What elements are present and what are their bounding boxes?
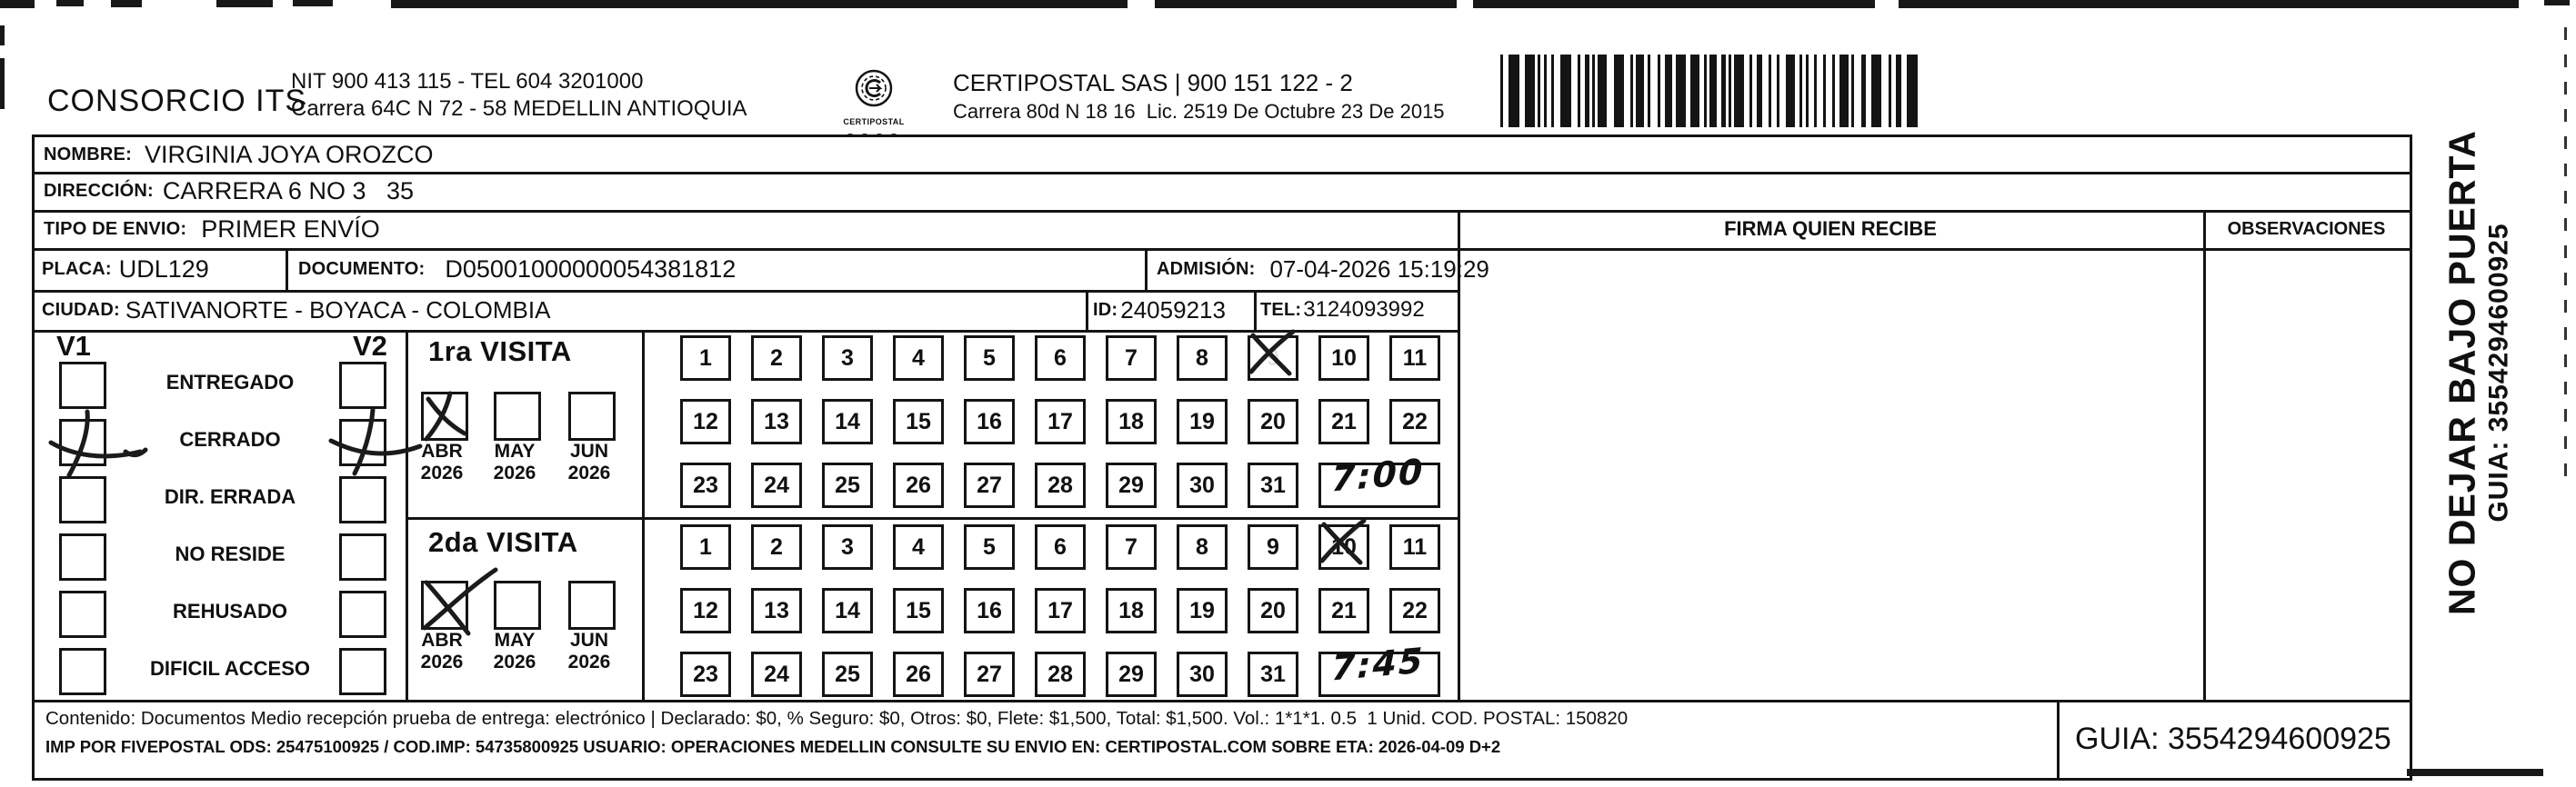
visit2-day-1: 1 <box>680 524 731 570</box>
visit1-day-3: 3 <box>822 335 873 381</box>
scan-artifact <box>0 58 5 109</box>
status-option-label: DIFICIL ACCESO <box>149 657 310 680</box>
certipostal-logo <box>838 67 909 143</box>
visit1-month-checkbox-abr <box>421 392 468 441</box>
divider <box>1254 290 1257 330</box>
visit2-day-27: 27 <box>964 652 1015 697</box>
month-label: ABR <box>421 441 463 462</box>
visit1-day-1: 1 <box>680 335 731 381</box>
visit2-day-25: 25 <box>822 652 873 697</box>
scan-artifact <box>0 0 35 8</box>
v1-checkbox-dificil-acceso <box>59 648 106 695</box>
tel-value: 3124093992 <box>1303 297 1425 322</box>
scan-artifact <box>111 0 142 7</box>
admision-label: ADMISIÓN: <box>1157 258 1256 279</box>
visit2-day-7: 7 <box>1106 524 1157 570</box>
status-option-label: REHUSADO <box>173 600 287 623</box>
visit2-day-6: 6 <box>1035 524 1086 570</box>
field-ciudad <box>42 292 550 328</box>
visit1-day-14: 14 <box>822 399 873 444</box>
month-year-label: 2026 <box>567 463 611 483</box>
visit2-day-15: 15 <box>893 588 944 633</box>
month-label: ABR <box>421 630 463 651</box>
guia-number: GUIA: 3554294600925 <box>2075 721 2391 756</box>
visit1-day-7: 7 <box>1106 335 1157 381</box>
visit1-day-6: 6 <box>1035 335 1086 381</box>
month-label: JUN <box>569 630 608 651</box>
sender-consorcio-address: Carrera 64C N 72 - 58 MEDELLIN ANTIOQUIA <box>291 96 747 121</box>
certipostal-address-lic: Carrera 80d N 18 16 Lic. 2519 De Octubre 23 De 2015 <box>953 100 1445 123</box>
v2-checkbox-dir-errada <box>339 476 386 523</box>
month-year-label: 2026 <box>493 652 536 672</box>
visit1-day-2: 2 <box>751 335 802 381</box>
placa-label: PLACA: <box>42 258 112 279</box>
placa-value: UDL129 <box>118 254 209 283</box>
divider <box>35 210 2410 213</box>
divider <box>35 700 2410 702</box>
scan-artifact <box>2564 27 2567 482</box>
scan-artifact <box>1128 0 1155 8</box>
tipo-envio-value: PRIMER ENVÍO <box>201 214 380 243</box>
visit2-day-13: 13 <box>751 588 802 633</box>
visit1-day-22: 22 <box>1389 399 1440 444</box>
certipostal-logo-caption: CERTIPOSTAL <box>843 117 905 126</box>
ciudad-value: SATIVANORTE - BOYACA - COLOMBIA <box>125 295 551 324</box>
visit1-day-23: 23 <box>680 463 731 508</box>
visit2-day-26: 26 <box>893 652 944 697</box>
v2-checkbox-dificil-acceso <box>339 648 386 695</box>
month-label: JUN <box>569 441 608 462</box>
visit2-day-9: 9 <box>1248 524 1298 570</box>
scan-artifact <box>56 0 84 6</box>
status-option-label: ENTREGADO <box>165 371 295 394</box>
v2-checkbox-entregado <box>339 362 386 409</box>
v1-checkbox-no-reside <box>59 533 106 581</box>
documento-label: DOCUMENTO: <box>298 258 426 279</box>
nombre-label: NOMBRE: <box>44 144 132 164</box>
visit1-day-31: 31 <box>1248 463 1298 508</box>
visit2-day-17: 17 <box>1035 588 1086 633</box>
visit1-day-30: 30 <box>1177 463 1228 508</box>
nombre-value: VIRGINIA JOYA OROZCO <box>144 140 434 168</box>
field-admision <box>1157 250 1489 288</box>
visit2-day-12: 12 <box>680 588 731 633</box>
visit2-day-10: 10 <box>1318 524 1369 570</box>
id-label: ID: <box>1093 299 1118 320</box>
visit2-day-31: 31 <box>1248 652 1298 697</box>
visit2-day-19: 19 <box>1177 588 1228 633</box>
tipo-envio-label: TIPO DE ENVIO: <box>44 218 187 239</box>
visit1-day-15: 15 <box>893 399 944 444</box>
scan-artifact <box>216 0 273 7</box>
visit1-day-17: 17 <box>1035 399 1086 444</box>
visit2-day-14: 14 <box>822 588 873 633</box>
divider <box>642 330 645 700</box>
field-nombre <box>44 138 434 171</box>
visit2-day-3: 3 <box>822 524 873 570</box>
visit1-day-20: 20 <box>1248 399 1298 444</box>
visit2-day-5: 5 <box>964 524 1015 570</box>
visit2-day-30: 30 <box>1177 652 1228 697</box>
scan-artifact <box>2407 769 2543 776</box>
visit1-handwritten-time: 7:00 <box>1330 451 1425 500</box>
visit2-day-11: 11 <box>1389 524 1440 570</box>
scan-artifact <box>2544 0 2570 5</box>
scan-artifact <box>391 0 2519 8</box>
side-guia-number: GUIA: 3554294600925 <box>2483 223 2514 523</box>
visit1-day-28: 28 <box>1035 463 1086 508</box>
v2-checkbox-rehusado <box>339 591 386 638</box>
divider <box>2057 700 2060 778</box>
visit1-day-8: 8 <box>1177 335 1228 381</box>
direccion-value: CARRERA 6 NO 3 35 <box>162 176 414 204</box>
certipostal-name-nit: CERTIPOSTAL SAS | 900 151 122 - 2 <box>953 69 1353 96</box>
field-tel <box>1260 292 1425 328</box>
visit1-month-checkbox-jun <box>568 392 616 441</box>
field-documento <box>298 250 736 288</box>
delivery-form <box>32 134 2412 781</box>
side-note <box>2401 95 2555 650</box>
visit1-day-9: 9 <box>1248 335 1298 381</box>
visit1-day-12: 12 <box>680 399 731 444</box>
visit2-handwritten-time: 7:45 <box>1330 640 1425 689</box>
no-dejar-bajo-puerta-text: NO DEJAR BAJO PUERTA <box>2441 129 2483 616</box>
visit2-day-21: 21 <box>1318 588 1369 633</box>
visit2-month-checkbox-may <box>494 581 541 630</box>
v2-checkbox-no-reside <box>339 533 386 581</box>
divider <box>2203 210 2206 700</box>
v1-checkbox-cerrado <box>59 419 106 466</box>
month-label: MAY <box>494 630 536 651</box>
ciudad-label: CIUDAD: <box>42 299 120 320</box>
scan-artifact <box>293 0 333 6</box>
visit2-day-18: 18 <box>1106 588 1157 633</box>
visit1-day-19: 19 <box>1177 399 1228 444</box>
v2-column-label: V2 <box>353 330 387 362</box>
visit1-month-checkbox-may <box>494 392 541 441</box>
visit1-day-27: 27 <box>964 463 1015 508</box>
visit1-day-26: 26 <box>893 463 944 508</box>
divider <box>286 248 288 290</box>
documento-value: D05001000000054381812 <box>445 254 737 283</box>
visit2-day-29: 29 <box>1106 652 1157 697</box>
visit1-day-24: 24 <box>751 463 802 508</box>
visit1-day-29: 29 <box>1106 463 1157 508</box>
visit1-day-10: 10 <box>1318 335 1369 381</box>
status-option-label: DIR. ERRADA <box>164 485 296 508</box>
field-direccion <box>44 174 414 208</box>
visit2-day-2: 2 <box>751 524 802 570</box>
scan-artifact <box>1875 0 1899 8</box>
visit1-day-13: 13 <box>751 399 802 444</box>
guia-number-box <box>2075 700 2391 778</box>
visit1-day-5: 5 <box>964 335 1015 381</box>
firma-quien-recibe-header: FIRMA QUIEN RECIBE <box>1724 217 1937 240</box>
visit2-day-24: 24 <box>751 652 802 697</box>
v1-column-label: V1 <box>56 330 91 362</box>
divider <box>1145 248 1148 290</box>
visit2-day-16: 16 <box>964 588 1015 633</box>
divider <box>1086 290 1088 330</box>
v1-checkbox-rehusado <box>59 591 106 638</box>
v2-checkbox-cerrado <box>339 419 386 466</box>
month-year-label: 2026 <box>567 652 611 672</box>
v1-checkbox-entregado <box>59 362 106 409</box>
id-value: 24059213 <box>1120 295 1226 324</box>
visit-title: 1ra VISITA <box>428 335 572 367</box>
visit1-day-25: 25 <box>822 463 873 508</box>
sender-consorcio-nit: NIT 900 413 115 - TEL 604 3201000 <box>291 69 644 94</box>
direccion-label: DIRECCIÓN: <box>44 180 154 201</box>
visit2-day-4: 4 <box>893 524 944 570</box>
v1-checkbox-dir-errada <box>59 476 106 523</box>
visit2-day-8: 8 <box>1177 524 1228 570</box>
field-id <box>1093 292 1226 328</box>
scan-artifact <box>1457 0 1473 8</box>
status-option-label: NO RESIDE <box>175 543 286 565</box>
scan-artifact <box>0 25 5 45</box>
footer-content-line: Contenido: Documentos Medio recepción prueba de entrega: electrónico | Declarado: $0, % Seguro: $0, Otros: $0, Flete: $1,500, Total: $1,500. Vol.: 1*1*1. 0.5 1 Unid. COD. POSTAL: 150820 <box>45 708 1629 729</box>
admision-value: 07-04-2026 15:19:29 <box>1269 254 1489 283</box>
visit1-day-11: 11 <box>1389 335 1440 381</box>
visit1-day-16: 16 <box>964 399 1015 444</box>
shipment-barcode-icon <box>1500 55 1926 131</box>
visit1-day-21: 21 <box>1318 399 1369 444</box>
field-placa <box>42 250 209 288</box>
visit2-month-section <box>406 517 642 700</box>
tel-label: TEL: <box>1260 299 1302 320</box>
visit-status-section <box>35 330 406 700</box>
observaciones-header: OBSERVACIONES <box>2227 219 2386 239</box>
visit1-month-section <box>406 330 642 517</box>
visit2-month-checkbox-abr <box>421 581 468 630</box>
visit-title: 2da VISITA <box>428 526 578 558</box>
footer-imp-line: IMP POR FIVEPOSTAL ODS: 25475100925 / COD.IMP: 54735800925 USUARIO: OPERACIONES MEDELLIN CONSULTE SU ENVIO EN: CERTIPOSTAL.COM SOBRE ETA: 2026-04-09 D+2 <box>45 737 1501 756</box>
visit1-day-4: 4 <box>893 335 944 381</box>
certipostal-stamp-icon <box>847 67 900 113</box>
month-year-label: 2026 <box>493 463 536 483</box>
sender-consorcio-title: CONSORCIO ITS <box>47 84 307 118</box>
visit2-month-checkbox-jun <box>568 581 616 630</box>
field-tipo-envio <box>44 212 380 246</box>
month-year-label: 2026 <box>420 463 464 483</box>
month-label: MAY <box>494 441 536 462</box>
status-option-label: CERRADO <box>179 428 281 451</box>
visit2-day-22: 22 <box>1389 588 1440 633</box>
visit2-day-23: 23 <box>680 652 731 697</box>
month-year-label: 2026 <box>420 652 464 672</box>
visit1-day-18: 18 <box>1106 399 1157 444</box>
visit2-day-20: 20 <box>1248 588 1298 633</box>
visit2-day-28: 28 <box>1035 652 1086 697</box>
